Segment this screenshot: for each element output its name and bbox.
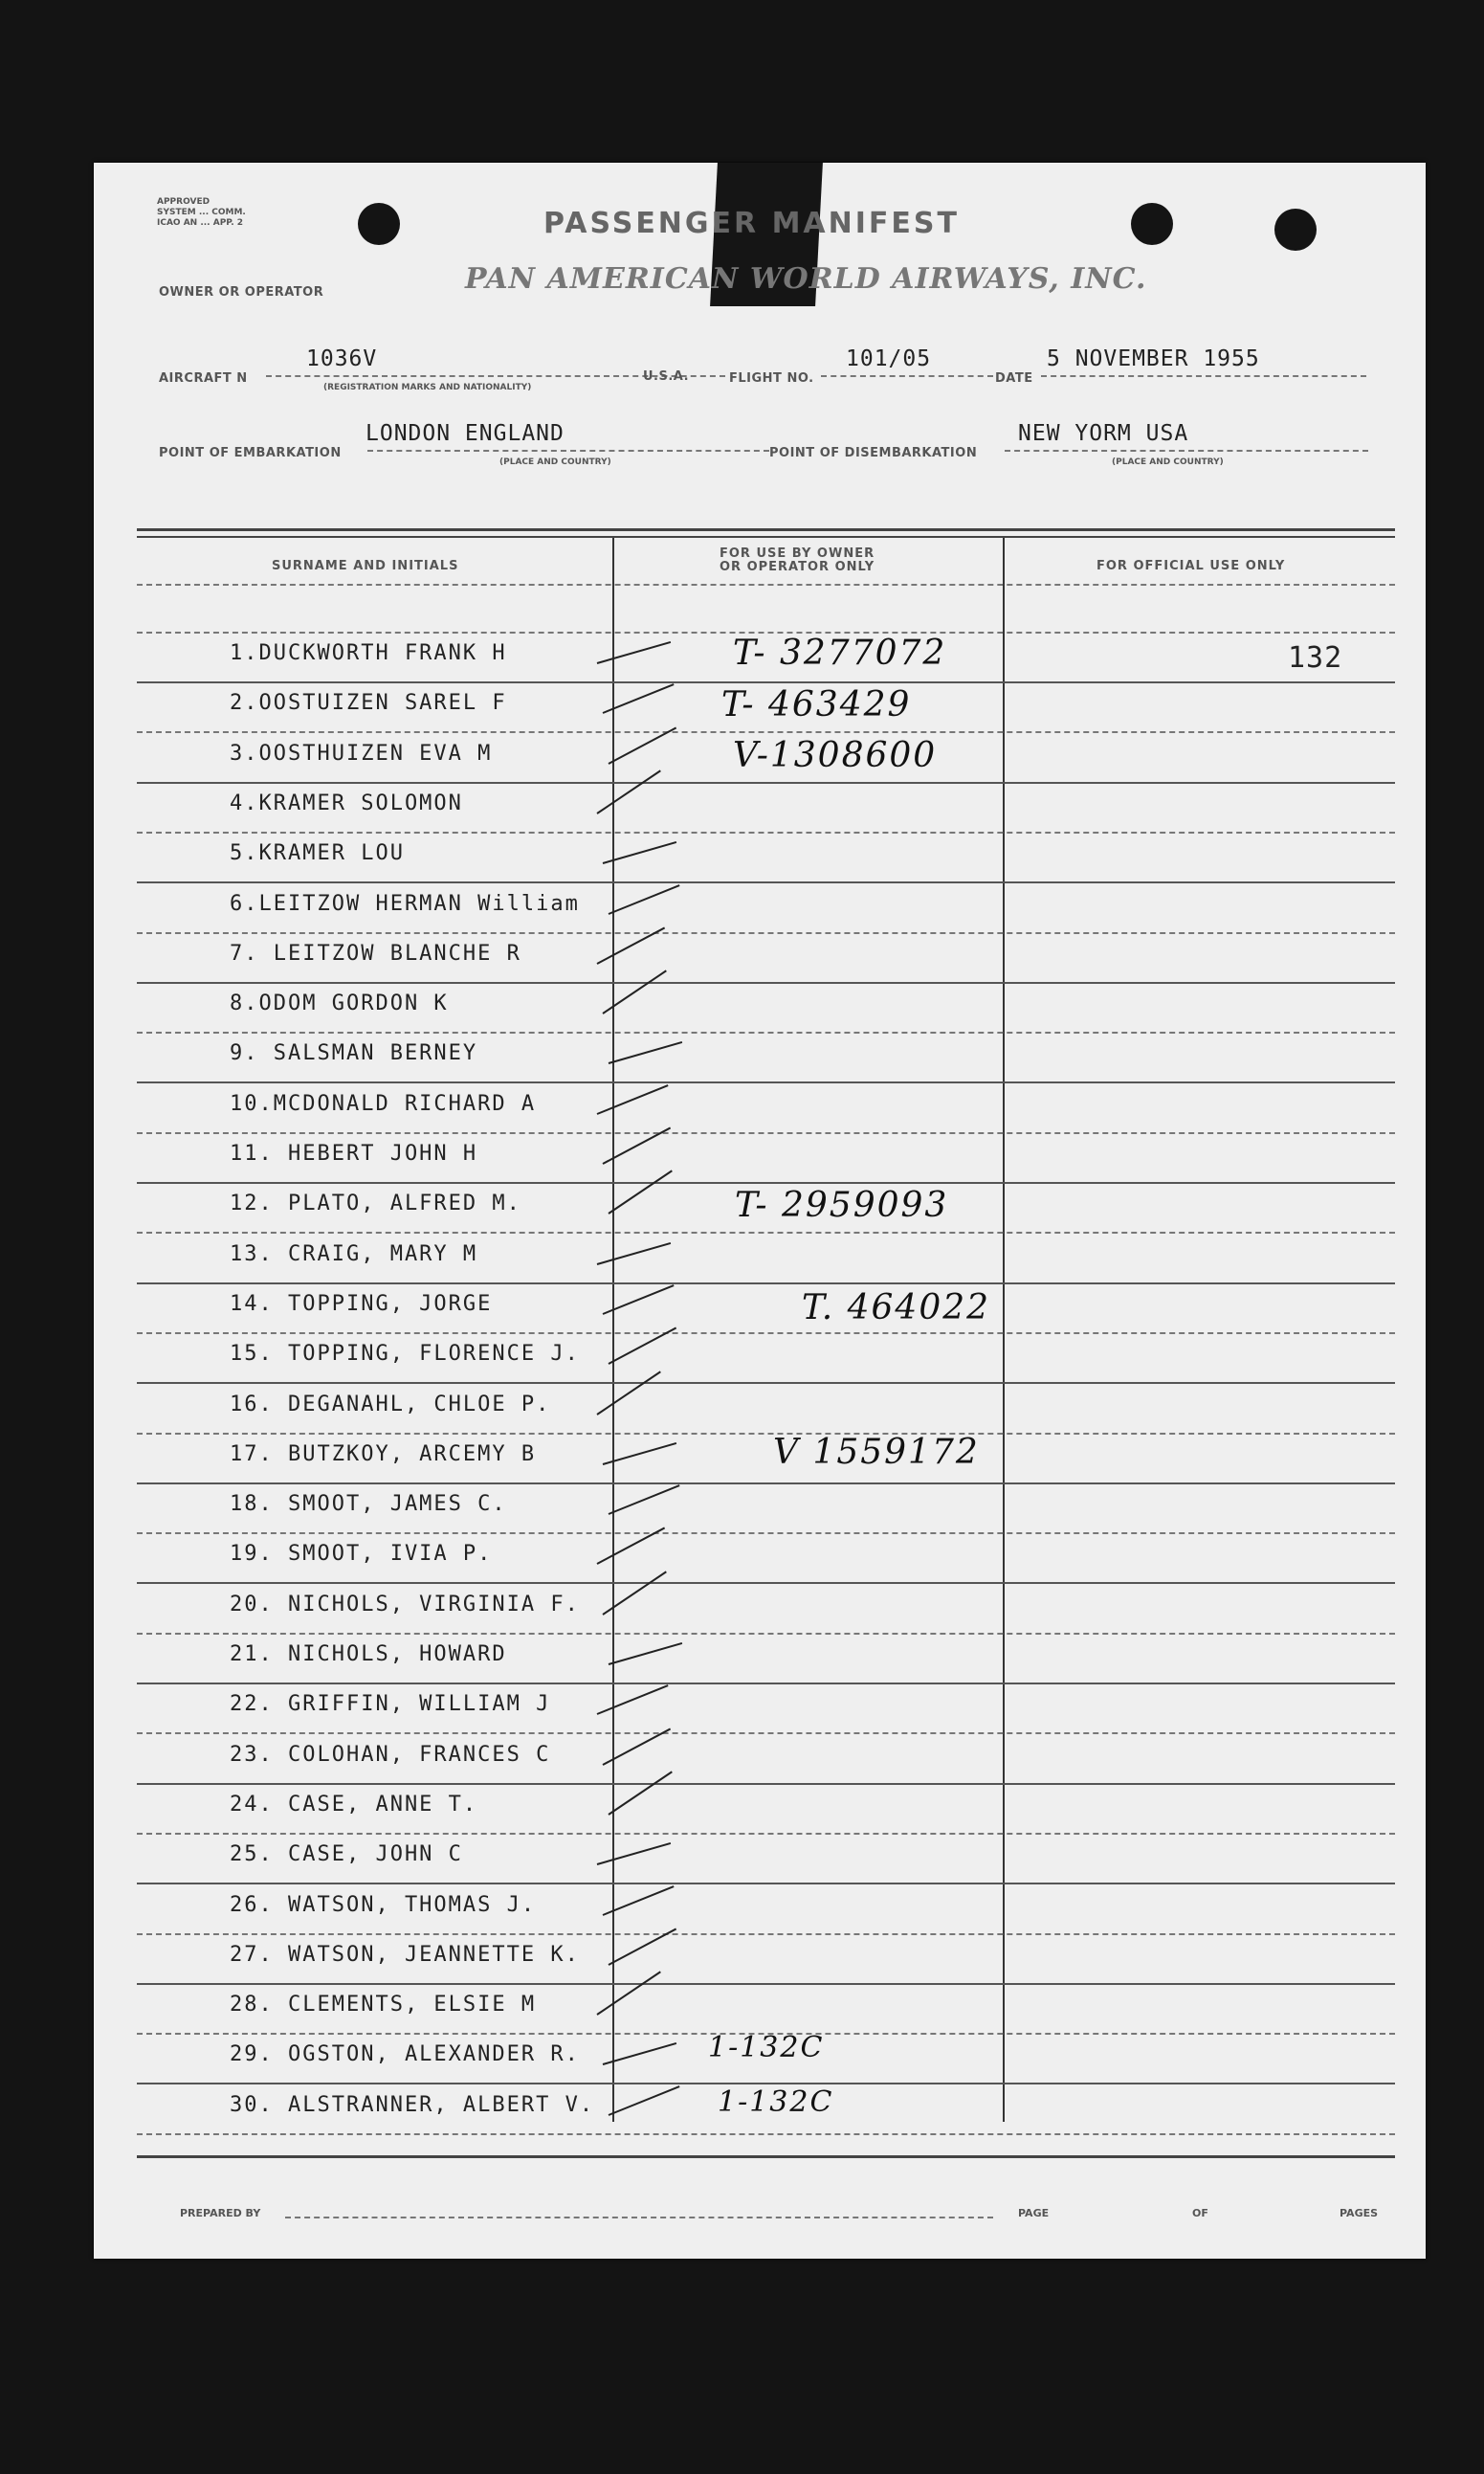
check-mark: [609, 2085, 680, 2116]
row-rule: [137, 1433, 1395, 1435]
passenger-name: 3.OOSTHUIZEN EVA M: [230, 741, 493, 766]
handwritten-note: T- 2959093: [735, 1186, 949, 1226]
row-rule: [137, 1783, 1395, 1785]
handwritten-note: V-1308600: [733, 735, 938, 775]
country-label: U.S.A.: [643, 369, 690, 384]
passenger-name: 30. ALSTRANNER, ALBERT V.: [230, 2092, 595, 2117]
check-mark: [597, 641, 671, 664]
row-rule: [137, 1532, 1395, 1534]
punch-hole: [1131, 203, 1173, 245]
row-rule: [137, 1933, 1395, 1935]
passenger-name: 16. DEGANAHL, CHLOE P.: [230, 1392, 551, 1416]
passenger-name: 2.OOSTUIZEN SAREL F: [230, 691, 507, 716]
aircraft-label: AIRCRAFT N: [159, 371, 248, 386]
passenger-name: 27. WATSON, JEANNETTE K.: [230, 1942, 580, 1967]
passenger-name: 28. CLEMENTS, ELSIE M: [230, 1993, 537, 2017]
handwritten-note: T- 3277072: [733, 634, 947, 673]
check-mark: [609, 1642, 682, 1665]
passenger-name: 25. CASE, JOHN C: [230, 1842, 463, 1867]
row-rule: [137, 1081, 1395, 1083]
aircraft-value: 1036V: [306, 346, 378, 371]
passenger-name: 29. OGSTON, ALEXANDER R.: [230, 2042, 580, 2067]
check-mark: [608, 1771, 672, 1815]
row-rule: [137, 1032, 1395, 1034]
row-rule: [137, 1633, 1395, 1635]
row-rule: [137, 881, 1395, 883]
passenger-name: 10.MCDONALD RICHARD A: [230, 1091, 537, 1116]
passenger-name: 15. TOPPING, FLORENCE J.: [230, 1342, 580, 1367]
col-owner-header: [720, 547, 875, 574]
owner-value: PAN AMERICAN WORLD AIRWAYS, INC.: [465, 262, 1147, 296]
handwritten-note: V 1559172: [773, 1432, 980, 1472]
passenger-name: 1.DUCKWORTH FRANK H: [230, 641, 507, 665]
row-rule: [137, 1983, 1395, 1985]
passenger-name: 8.ODOM GORDON K: [230, 992, 449, 1016]
row-rule: [137, 1482, 1395, 1484]
passenger-name: 9. SALSMAN BERNEY: [230, 1041, 478, 1066]
handwritten-note: T- 463429: [721, 685, 912, 725]
col-owner-header-line: FOR USE BY OWNER: [720, 546, 875, 561]
row-rule: [137, 832, 1395, 834]
check-mark: [597, 1842, 671, 1865]
row-rule: [137, 1833, 1395, 1835]
col-surname-header: SURNAME AND INITIALS: [272, 559, 459, 573]
approval-line: ICAO AN ... APP. 2: [157, 218, 244, 228]
col-owner-header-line: OR OPERATOR ONLY: [720, 560, 875, 574]
aircraft-sublabel: (REGISTRATION MARKS AND NATIONALITY): [323, 383, 532, 392]
official-count: 132: [1288, 641, 1343, 675]
disembarkation-label: POINT OF DISEMBARKATION: [769, 446, 978, 460]
embarkation-sublabel: (PLACE AND COUNTRY): [499, 457, 611, 467]
disembarkation-sublabel: (PLACE AND COUNTRY): [1112, 457, 1224, 467]
passenger-name: 19. SMOOT, IVIA P.: [230, 1542, 493, 1567]
row-rule: [137, 1382, 1395, 1384]
handwritten-note: T. 464022: [802, 1287, 991, 1327]
prepared-by-label: PREPARED BY: [180, 2207, 261, 2219]
col-official-header: FOR OFFICIAL USE ONLY: [1096, 559, 1286, 573]
date-label: DATE: [995, 371, 1033, 386]
row-rule: [137, 731, 1395, 733]
check-mark: [596, 1371, 660, 1415]
passenger-name: 12. PLATO, ALFRED M.: [230, 1192, 521, 1216]
row-rule: [137, 1182, 1395, 1184]
row-rule: [137, 681, 1395, 683]
row-rule: [137, 1582, 1395, 1584]
passenger-name: 13. CRAIG, MARY M: [230, 1241, 478, 1266]
flight-value: 101/05: [846, 346, 932, 371]
owner-label: OWNER OR OPERATOR: [159, 285, 324, 300]
check-mark: [608, 1170, 672, 1215]
row-rule: [137, 932, 1395, 934]
passenger-name: 18. SMOOT, JAMES C.: [230, 1492, 507, 1517]
disembarkation-value: NEW YORM USA: [1018, 421, 1189, 446]
check-mark: [609, 1484, 680, 1515]
row-rule: [137, 982, 1395, 984]
of-label: OF: [1192, 2207, 1208, 2219]
row-rule: [137, 1232, 1395, 1234]
passenger-name: 4.KRAMER SOLOMON: [230, 791, 463, 815]
embarkation-label: POINT OF EMBARKATION: [159, 446, 342, 460]
check-mark: [609, 884, 680, 915]
approval-line: SYSTEM ... COMM.: [157, 208, 246, 217]
row-rule: [137, 2133, 1395, 2135]
passenger-name: 5.KRAMER LOU: [230, 841, 405, 866]
passenger-name: 23. COLOHAN, FRANCES C: [230, 1742, 551, 1767]
passenger-name: 7. LEITZOW BLANCHE R: [230, 941, 521, 966]
pages-label: PAGES: [1340, 2207, 1379, 2219]
row-rule: [137, 1132, 1395, 1134]
row-rule: [137, 1883, 1395, 1884]
approval-line: APPROVED: [157, 197, 210, 207]
check-mark: [597, 1084, 669, 1115]
passenger-name: 14. TOPPING, JORGE: [230, 1291, 493, 1316]
manifest-sheet: [94, 163, 1426, 2259]
row-rule: [137, 782, 1395, 784]
flight-label: FLIGHT NO.: [729, 371, 814, 386]
check-mark: [596, 769, 660, 814]
check-mark: [596, 1972, 660, 2016]
passenger-name: 21. NICHOLS, HOWARD: [230, 1642, 507, 1666]
row-rule: [137, 1332, 1395, 1334]
handwritten-note: 1-132C: [718, 2084, 834, 2119]
row-rule: [137, 1683, 1395, 1684]
punch-hole: [358, 203, 400, 245]
form-title: PASSENGER MANIFEST: [543, 207, 960, 240]
page-label: PAGE: [1018, 2207, 1050, 2219]
passenger-name: 6.LEITZOW HERMAN William: [230, 891, 580, 916]
check-mark: [597, 1684, 669, 1715]
date-value: 5 NOVEMBER 1955: [1047, 346, 1260, 371]
handwritten-note: 1-132C: [708, 2031, 825, 2065]
row-rule: [137, 1282, 1395, 1284]
row-rule: [137, 1732, 1395, 1734]
check-mark: [597, 1242, 671, 1265]
passenger-name: 17. BUTZKOY, ARCEMY B: [230, 1441, 537, 1466]
passenger-name: 11. HEBERT JOHN H: [230, 1142, 478, 1166]
check-mark: [609, 1041, 682, 1064]
passenger-name: 22. GRIFFIN, WILLIAM J: [230, 1692, 551, 1717]
punch-hole: [1274, 209, 1317, 251]
approval-block: [157, 197, 246, 229]
passenger-name: 26. WATSON, THOMAS J.: [230, 1892, 537, 1917]
passenger-name: 24. CASE, ANNE T.: [230, 1792, 478, 1816]
embarkation-value: LONDON ENGLAND: [365, 421, 565, 446]
passenger-name: 20. NICHOLS, VIRGINIA F.: [230, 1592, 580, 1616]
